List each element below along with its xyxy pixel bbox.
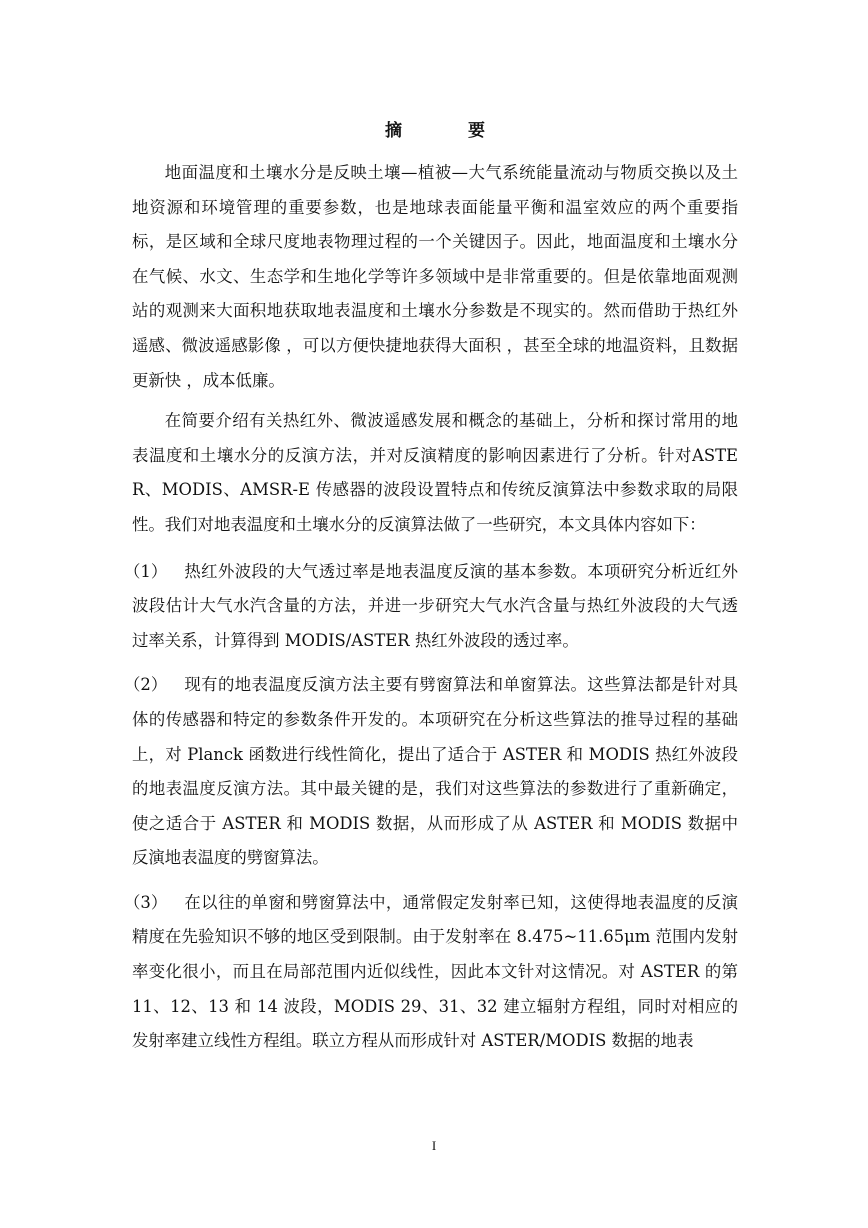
list-item-3 [124,886,738,1059]
abstract-paragraph-2: 在简要介绍有关热红外、微波遥感发展和概念的基础上，分析和探讨常用的地表温度和土壤水分的反演方法，并对反演精度的影响因素进行了分析。针对ASTER、MODIS、AMSR-E 传感器的波段设置特点和传统反演算法中参数求取的局限性。我们对地表温度和土壤水分的反演算法做了一些研究，本文具体内容如下： [132,411,738,534]
abstract-title: 摘 要 [385,121,515,141]
list-item-text: 热红外波段的大气透过率是地表温度反演的基本参数。本项研究分析近红外波段估计大气水汽含量的方法，并进一步研究大气水汽含量与热红外波段的大气透过率关系，计算得到 MODIS/ASTER 热红外波段的透过率。 [132,561,738,650]
list-item-number: （1） [124,561,168,581]
page-number: I [431,1138,437,1153]
list-item-1 [124,555,738,659]
list-item-2 [124,668,738,876]
abstract-paragraph-1: 地面温度和土壤水分是反映土壤—植被—大气系统能量流动与物质交换以及土地资源和环境管理的重要参数，也是地球表面能量平衡和温室效应的两个重要指标，是区域和全球尺度地表物理过程的一个关键因子。因此，地面温度和土壤水分在气候、水文、生态学和生地化学等许多领域中是非常重要的。但是依靠地面观测站的观测来大面积地获取地表温度和土壤水分参数是不现实的。然而借助于热红外遥感、微波遥感影像 ，可以方便快捷地获得大面积 ，甚至全球的地温资料，且数据更新快 ，成本低廉。 [132,163,738,390]
list-item-text: 在以往的单窗和劈窗算法中，通常假定发射率已知，这使得地表温度的反演精度在先验知识不够的地区受到限制。由于发射率在 8.475~11.65μm 范围内发射率变化很小，而且在局部范围内近似线性，因此本文针对这情况。对 ASTER 的第 11、12、13 和 14 波段，MODIS 29、31、32 建立辐射方程组，同时对相应的发射率建立线性方程组。联立方程从而形成针对 ASTER/MODIS 数据的地表 [132,892,738,1051]
list-item-text: 现有的地表温度反演方法主要有劈窗算法和单窗算法。这些算法都是针对具体的传感器和特定的参数条件开发的。本项研究在分析这些算法的推导过程的基础上，对 Planck 函数进行线性简化，提出了适合于 ASTER 和 MODIS 热红外波段的地表温度反演方法。其中最关键的是，我们对这些算法的参数进行了重新确定，使之适合于 ASTER 和 MODIS 数据，从而形成了从 ASTER 和 MODIS 数据中反演地表温度的劈窗算法。 [132,675,738,868]
list-item-number: （3） [124,892,168,912]
document-page [124,118,738,1059]
list-item-number: （2） [124,675,168,695]
